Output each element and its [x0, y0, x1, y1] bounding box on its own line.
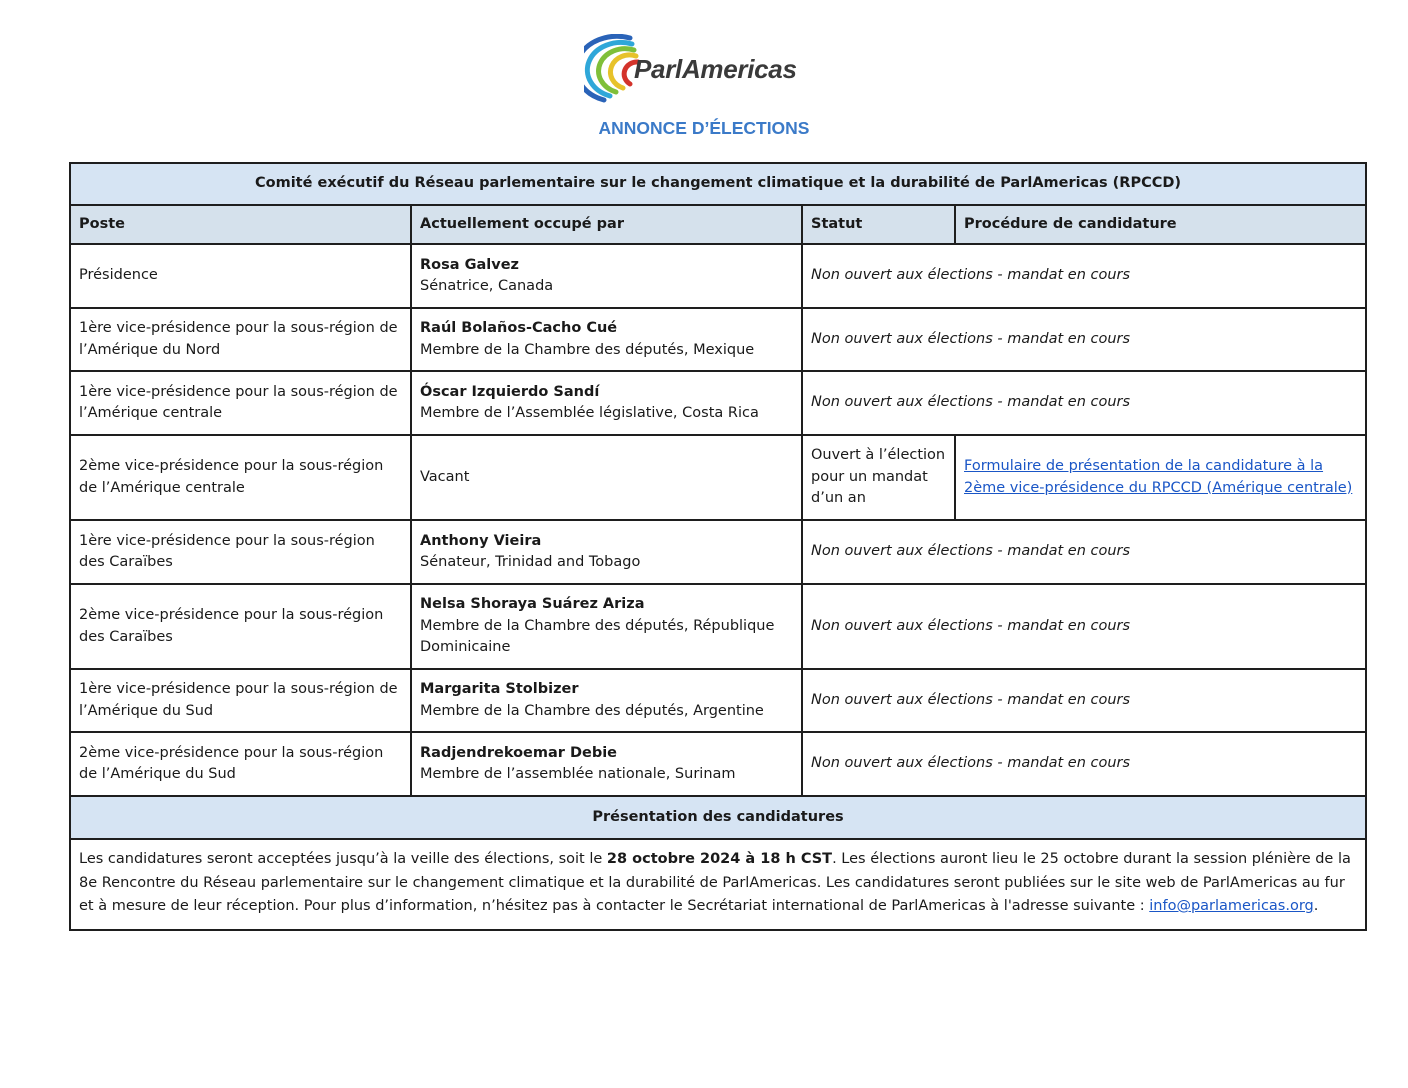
occupant-role: Membre de la Chambre des députés, République Dominicaine: [420, 617, 775, 656]
parlamericas-logo: [584, 34, 834, 106]
logo-wordmark: ParlAmericas: [634, 54, 797, 84]
submission-deadline: 28 octobre 2024 à 18 h CST: [606, 851, 833, 867]
table-row: [70, 244, 1366, 308]
occupant-name: Óscar Izquierdo Sandí: [420, 383, 600, 400]
table-row: [70, 308, 1366, 371]
occupant-cell: Vacant: [411, 435, 802, 520]
occupant-cell: [411, 520, 802, 584]
poste-cell: 2ème vice-présidence pour la sous-région de l’Amérique du Sud: [70, 732, 411, 796]
table-row: [70, 732, 1366, 796]
candidature-form-link[interactable]: Formulaire de présentation de la candidature à la 2ème vice-présidence du RPCCD (Amérique centrale): [964, 458, 1353, 496]
elections-table: [69, 162, 1367, 931]
status-cell: Non ouvert aux élections - mandat en cours: [802, 244, 1366, 308]
occupant-name: Raúl Bolaños-Cacho Cué: [420, 320, 618, 336]
header-statut: Statut: [802, 205, 955, 244]
poste-cell: Présidence: [70, 244, 411, 308]
occupant-role: Membre de l’Assemblée législative, Costa Rica: [420, 405, 759, 421]
occupant-name: Nelsa Shoraya Suárez Ariza: [420, 596, 645, 613]
table-row: [70, 669, 1366, 732]
status-cell: Non ouvert aux élections - mandat en cours: [802, 308, 1366, 371]
status-cell: Non ouvert aux élections - mandat en cours: [802, 371, 1366, 435]
contact-email-link[interactable]: info@parlamericas.org: [1149, 898, 1314, 914]
occupant-name: Anthony Vieira: [420, 532, 542, 549]
submission-text-after: . Les élections auront lieu le 25 octobre durant la session plénière de la 8e Rencontre du Réseau parlementaire sur le changement climatique et la durabilité de ParlAmericas. Les candidatures seront publiées sur le site web de ParlAmericas au fur et à mesure de leur réception. Pour plus d’information, n’hésitez pas à contacter le Secrétariat international de ParlAmericas à l'adresse suivante :: [79, 851, 1351, 914]
header-poste: Poste: [70, 205, 411, 244]
poste-cell: 1ère vice-présidence pour la sous-région des Caraïbes: [70, 520, 411, 584]
submission-heading: Présentation des candidatures: [70, 796, 1366, 839]
poste-cell: 1ère vice-présidence pour la sous-région de l’Amérique centrale: [70, 371, 411, 435]
table-row: [70, 435, 1366, 520]
poste-cell: 1ère vice-présidence pour la sous-région de l’Amérique du Sud: [70, 669, 411, 732]
table-row: [70, 520, 1366, 584]
procedure-cell: [955, 435, 1366, 520]
occupant-cell: [411, 308, 802, 371]
table-row: [70, 371, 1366, 435]
occupant-name: Rosa Galvez: [420, 256, 519, 273]
occupant-cell: [411, 371, 802, 435]
submission-text-end: .: [1313, 898, 1319, 914]
occupant-cell: [411, 244, 802, 308]
occupant-cell: [411, 732, 802, 796]
occupant-cell: [411, 584, 802, 669]
poste-cell: 2ème vice-présidence pour la sous-région de l’Amérique centrale: [70, 435, 411, 520]
occupant-role: Membre de la Chambre des députés, Mexique: [420, 341, 755, 358]
occupant-role: Sénateur, Trinidad and Tobago: [420, 554, 641, 570]
submission-text: [70, 839, 1366, 930]
occupant-name: Margarita Stolbizer: [420, 681, 579, 697]
status-cell: Ouvert à l’élection pour un mandat d’un an: [802, 435, 955, 520]
submission-text-before: Les candidatures seront acceptées jusqu’à la veille des élections, soit le: [79, 851, 607, 867]
table-caption: Comité exécutif du Réseau parlementaire sur le changement climatique et la durabilité de ParlAmericas (RPCCD): [70, 163, 1366, 205]
occupant-role: Membre de l’assemblée nationale, Surinam: [420, 766, 736, 782]
occupant-name: Radjendrekoemar Debie: [420, 744, 618, 761]
header-procedure: Procédure de candidature: [955, 205, 1366, 244]
occupant-role: Sénatrice, Canada: [420, 278, 554, 294]
poste-cell: 1ère vice-présidence pour la sous-région de l’Amérique du Nord: [70, 308, 411, 371]
table-header-row: [70, 205, 1366, 244]
occupant-role: Membre de la Chambre des députés, Argentine: [420, 702, 764, 719]
status-cell: Non ouvert aux élections - mandat en cours: [802, 520, 1366, 584]
page-title: ANNONCE D’ÉLECTIONS: [598, 118, 810, 138]
status-cell: Non ouvert aux élections - mandat en cours: [802, 584, 1366, 669]
status-cell: Non ouvert aux élections - mandat en cours: [802, 732, 1366, 796]
status-cell: Non ouvert aux élections - mandat en cours: [802, 669, 1366, 732]
table-row: [70, 584, 1366, 669]
header-occupant: Actuellement occupé par: [411, 205, 802, 244]
occupant-cell: [411, 669, 802, 732]
poste-cell: 2ème vice-présidence pour la sous-région des Caraïbes: [70, 584, 411, 669]
